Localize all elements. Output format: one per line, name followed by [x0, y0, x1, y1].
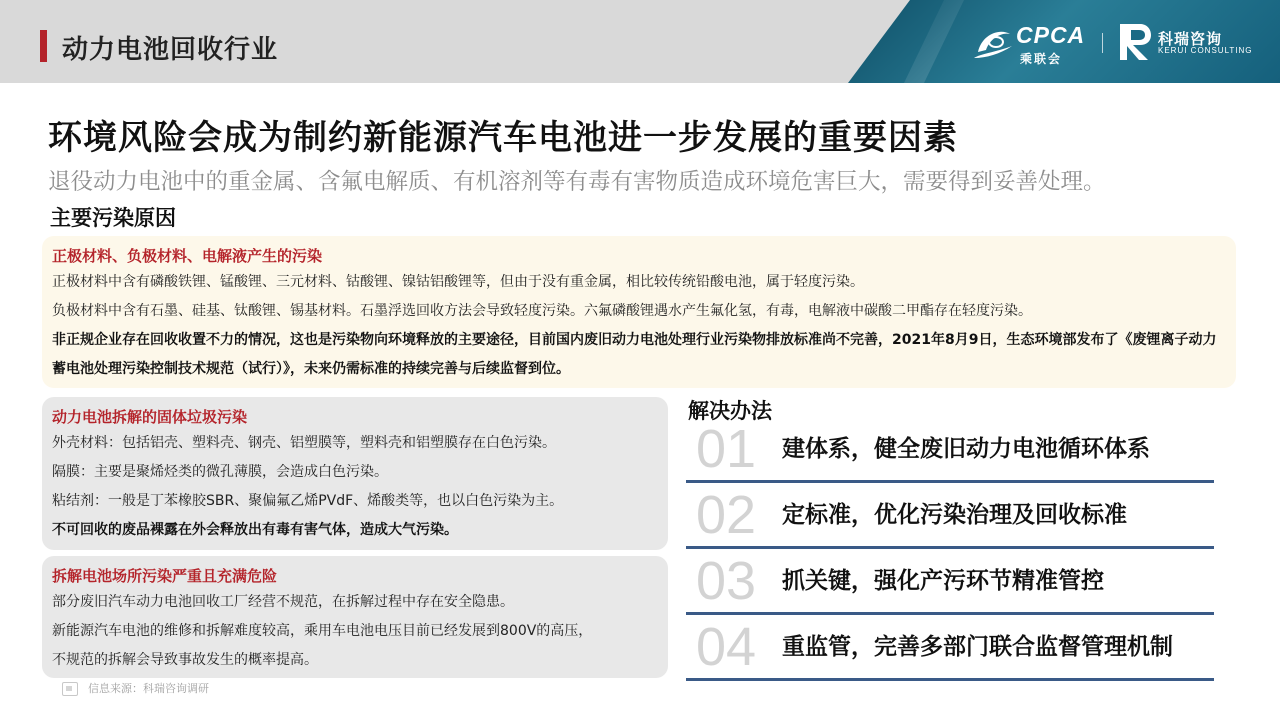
- main-title: 环境风险会成为制约新能源汽车电池进一步发展的重要因素: [48, 118, 958, 158]
- solution-item-3: [686, 549, 1214, 613]
- box-line: 负极材料中含有石墨、硅基、钛酸锂、锡基材料。石墨浮选回收方法会导致轻度污染。六氟磷酸锂遇水产生氟化氢，有毒，电解液中碳酸二甲酯存在轻度污染。: [52, 303, 1032, 319]
- kerui-logo-en: KERUI CONSULTING: [1158, 46, 1253, 55]
- solution-text: 重监管，完善多部门联合监督管理机制: [782, 634, 1173, 660]
- pollution-box-electrode: [42, 236, 1236, 388]
- box-heading: 动力电池拆解的固体垃圾污染: [52, 408, 248, 426]
- solution-item-1: [686, 417, 1214, 481]
- solution-text: 定标准，优化污染治理及回收标准: [782, 502, 1127, 528]
- source-text: 信息来源：科瑞咨询调研: [88, 682, 209, 695]
- logo-divider: [1102, 33, 1103, 53]
- subtitle: 退役动力电池中的重金属、含氟电解质、有机溶剂等有毒有害物质造成环境危害巨大，需要得到妥善处理。: [48, 169, 1106, 195]
- solution-number: 01: [696, 419, 757, 479]
- box-heading: 拆解电池场所污染严重且充满危险: [52, 567, 278, 585]
- box-bold-line: 非正规企业存在回收收置不力的情况，这也是污染物向环境释放的主要途径，目前国内废旧动力电池处理行业污染物排放标准尚不完善，2021年8月9日，生态环境部发布了《废锂离子动力蓄电池处理污染控制技术规范（试行）》，未来仍需标准的持续完善与后续监督到位。: [52, 332, 1217, 377]
- cpca-logo-cn: 乘联会: [1020, 52, 1063, 66]
- solution-divider: [686, 678, 1214, 681]
- box-bold-line: 不可回收的废品裸露在外会释放出有毒有害气体，造成大气污染。: [52, 522, 458, 538]
- cpca-logo-text: CPCA: [1016, 22, 1086, 48]
- box-line: 新能源汽车电池的维修和拆解难度较高，乘用车电池电压目前已经发展到800V的高压，: [52, 623, 593, 639]
- solution-number: 04: [696, 617, 757, 677]
- header-accent-bar: [40, 30, 47, 62]
- kerui-logo-icon: [1118, 22, 1152, 62]
- box-line: 粘结剂：一般是丁苯橡胶SBR、聚偏氟乙烯PVdF、烯酸类等，也以白色污染为主。: [52, 493, 564, 509]
- pollution-box-solid-waste: [42, 397, 668, 550]
- box-line: 外壳材料：包括铝壳、塑料壳、钢壳、铝塑膜等，塑料壳和铝塑膜存在白色污染。: [52, 435, 556, 451]
- solution-number: 03: [696, 551, 757, 611]
- box-line: 不规范的拆解会导致事故发生的概率提高。: [52, 652, 318, 668]
- header-title: 动力电池回收行业: [62, 35, 279, 65]
- cpca-logo-icon: [972, 24, 1014, 62]
- source-note: [62, 680, 209, 696]
- solution-item-4: [686, 615, 1214, 679]
- box-line: 部分废旧汽车动力电池回收工厂经营不规范，在拆解过程中存在安全隐患。: [52, 594, 514, 610]
- box-line: 正极材料中含有磷酸铁锂、锰酸锂、三元材料、钴酸锂、镍钴铝酸锂等，但由于没有重金属，相比较传统铅酸电池，属于轻度污染。: [52, 274, 864, 290]
- pollution-section-title: 主要污染原因: [50, 206, 176, 230]
- calendar-icon: [62, 682, 78, 696]
- box-line: 隔膜：主要是聚烯烃类的微孔薄膜，会造成白色污染。: [52, 464, 388, 480]
- solution-text: 建体系，健全废旧动力电池循环体系: [782, 436, 1150, 462]
- solution-number: 02: [696, 485, 757, 545]
- solutions-title: 解决办法: [688, 399, 772, 423]
- kerui-logo-cn: 科瑞咨询: [1158, 30, 1223, 48]
- solution-item-2: [686, 483, 1214, 547]
- box-heading: 正极材料、负极材料、电解液产生的污染: [52, 247, 323, 265]
- solution-text: 抓关键，强化产污环节精准管控: [782, 568, 1104, 594]
- pollution-box-dismantling-site: [42, 556, 668, 678]
